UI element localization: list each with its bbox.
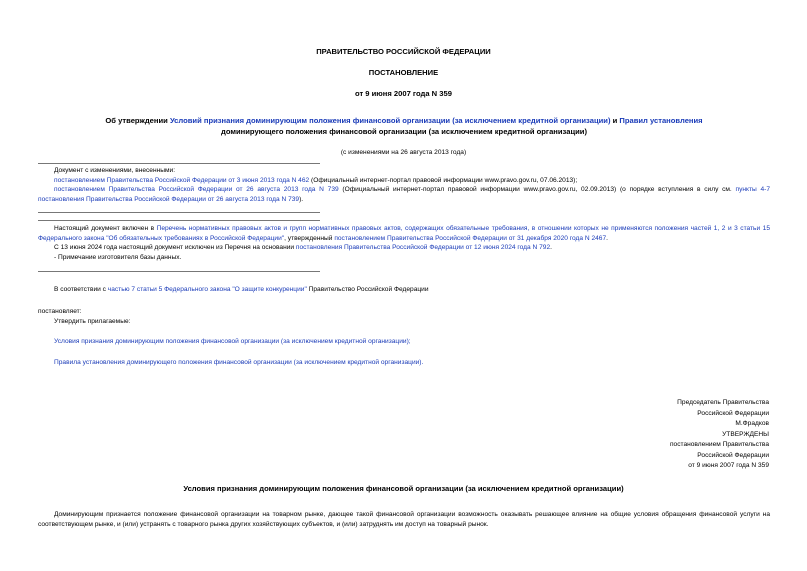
notice-1-mid: , утвержденный <box>284 234 335 242</box>
document-subject <box>38 116 770 137</box>
notice-block <box>38 224 770 262</box>
amendment-note: (с изменениями на 26 августа 2013 года) <box>340 149 467 156</box>
separator <box>38 163 320 164</box>
preamble-paragraph <box>38 285 770 295</box>
approved-item-rules <box>38 358 770 368</box>
section-paragraph-1: Доминирующим признается положение финансовой организации на товарном рынке, дающее такой финансовой организации возможность оказывать решающее влияние на общие условия обращения финансовой услуги на соответствующем рынке, и (или) устранять с товарного рынка других хозяйствующих субъектов, и (или) затруднять им доступ на товарный рынок. <box>38 511 770 528</box>
decree-792-link[interactable]: постановления Правительства Российской Федерации от 12 июня 2024 года N 792 <box>295 244 551 252</box>
approve-label: Утвердить прилагаемые: <box>54 318 131 325</box>
preamble-text: В соответствии с <box>54 286 108 293</box>
separator <box>38 271 320 272</box>
notice-2-end: . <box>550 244 552 252</box>
conditions-link[interactable]: Условий признания доминирующим положения финансовой организации (за исключением кредитной организации) <box>169 116 611 125</box>
approved-line-3: Российской Федерации <box>697 451 769 459</box>
government-heading: ПРАВИТЕЛЬСТВО РОССИЙСКОЙ ФЕДЕРАЦИИ <box>316 47 491 56</box>
approved-line-2: постановлением Правительства <box>669 441 769 449</box>
document-date-heading: от 9 июня 2007 года N 359 <box>355 89 452 98</box>
obligatory-requirements-list-link[interactable]: Перечень нормативных правовых актов и групп нормативных правовых актов, содержащих обязательные требования, в отношении которых не применяются положения частей 1, 2 и 3 статьи 15 Федерального закона "Об обязательных требованиях в Российской Федерации" <box>38 225 770 242</box>
notice-paragraph-3: - Примечание изготовителя базы данных. <box>54 253 182 261</box>
notice-paragraph-1 <box>38 224 770 243</box>
changes-block <box>38 166 770 204</box>
change-2-end: ). <box>299 195 304 203</box>
change-2-text: (Официальный интернет-портал правовой информации www.pravo.gov.ru, 02.09.2013) (о порядке вступления в силу см. <box>338 186 732 194</box>
competition-law-link[interactable]: частью 7 статьи 5 Федерального закона "О защите конкуренции" <box>107 286 307 293</box>
signature-line-2: Российской Федерации <box>697 409 769 417</box>
change-item-2 <box>38 185 770 204</box>
decree-2467-link[interactable]: постановлением Правительства Российской Федерации от 31 декабря 2020 года N 2467 <box>334 234 607 242</box>
notice-2-text: С 13 июня 2024 года настоящий документ исключен из Перечня на основании <box>54 244 296 252</box>
signature-block <box>589 398 769 472</box>
notice-1-end: . <box>606 234 608 242</box>
approved-rules-link[interactable]: Правила установления доминирующего положения финансовой организации (за исключением кредитной организации). <box>54 359 424 366</box>
signature-line-3: М.Фрадков <box>735 420 769 428</box>
section-title: Условия признания доминирующим положения финансовой организации (за исключением кредитной организации) <box>183 484 624 493</box>
notice-paragraph-2 <box>38 243 770 253</box>
preamble-end: Правительство Российской Федерации <box>306 286 429 293</box>
separator <box>38 212 320 213</box>
change-1-text: (Официальный интернет-портал правовой информации www.pravo.gov.ru, 07.06.2013); <box>309 176 578 184</box>
approved-item-conditions <box>38 337 770 347</box>
rules-link[interactable]: Правил установления <box>619 116 703 125</box>
approved-line-1: УТВЕРЖДЕНЫ <box>722 430 769 438</box>
notice-1-text: Настоящий документ включен в <box>54 225 157 232</box>
document-type-heading: ПОСТАНОВЛЕНИЕ <box>368 68 439 77</box>
subject-line2: доминирующего положения финансовой организации (за исключением кредитной организации) <box>221 126 587 136</box>
preamble <box>38 285 770 295</box>
change-item-1 <box>38 176 770 186</box>
change-2-points-link[interactable]: пункты 4-7 постановления Правительства Российской Федерации от 26 августа 2013 года N 739 <box>38 186 770 203</box>
subject-mid: и <box>610 116 620 125</box>
separator <box>38 220 320 221</box>
changes-intro: Документ с изменениями, внесенными: <box>54 167 176 174</box>
change-1-link[interactable]: постановлением Правительства Российской Федерации от 3 июня 2013 года N 462 <box>54 176 310 184</box>
subject-prefix: Об утверждении <box>105 116 170 125</box>
approved-line-4: от 9 июня 2007 года N 359 <box>688 462 769 470</box>
change-2-link[interactable]: постановлением Правительства Российской Федерации от 26 августа 2013 года N 739 <box>54 186 339 194</box>
decides-label: постановляет: <box>38 308 82 315</box>
approved-conditions-link[interactable]: Условия признания доминирующим положения финансовой организации (за исключением кредитной организации); <box>54 338 411 345</box>
signature-line-1: Председатель Правительства <box>677 399 769 406</box>
